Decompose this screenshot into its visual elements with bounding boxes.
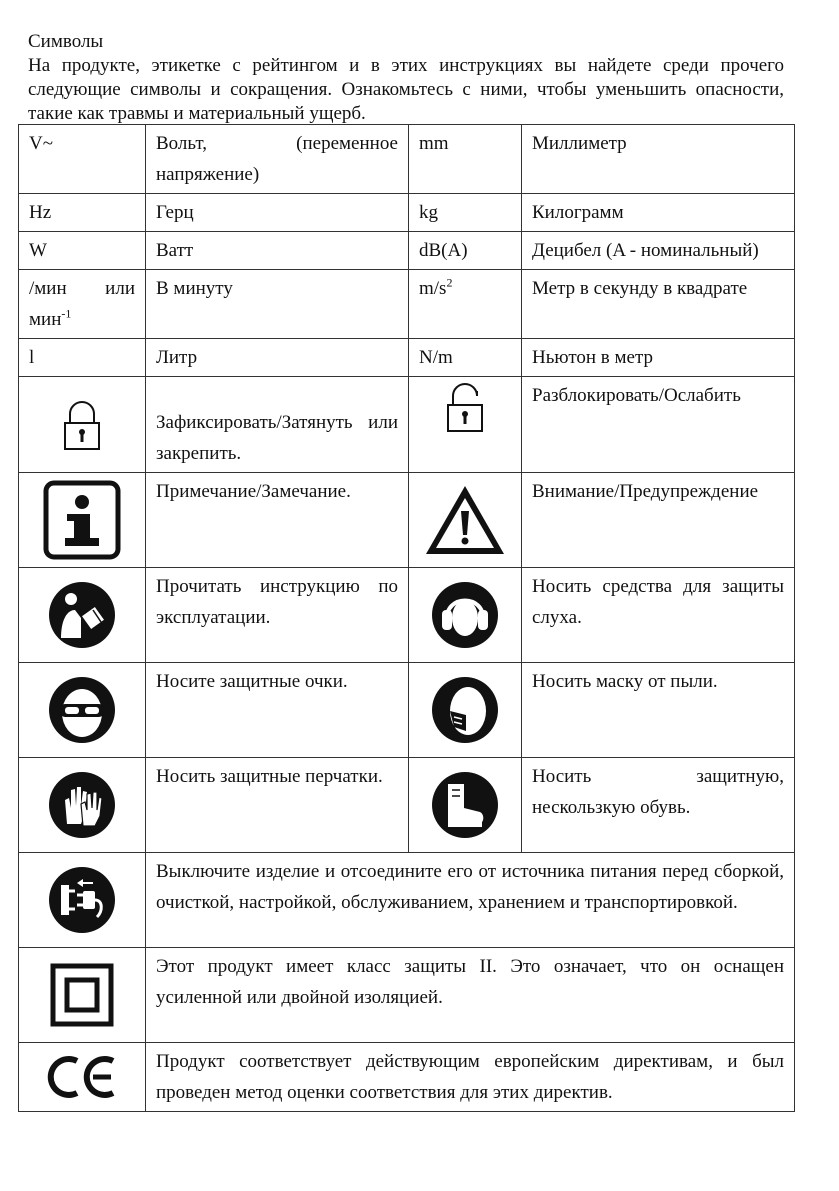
- unit-description: В минуту: [146, 270, 409, 339]
- unit-symbol-main: m/s: [419, 278, 447, 299]
- safety-goggles-icon: [47, 675, 117, 745]
- symbols-table: [18, 124, 795, 1112]
- safety-gloves-icon: [47, 770, 117, 840]
- lock-icon: [62, 399, 102, 451]
- unit-symbol: V~: [19, 125, 146, 194]
- symbol-description: Продукт соответствует действующим европейским директивам, и был проведен метод оценки соответствия для этих директив.: [146, 1043, 795, 1112]
- table-row: [19, 568, 795, 663]
- icon-cell: [19, 377, 146, 473]
- icon-cell: [409, 473, 522, 568]
- symbol-description: Зафиксировать/Затянуть или закрепить.: [146, 377, 409, 473]
- symbol-description: Разблокировать/Ослабить: [522, 377, 795, 473]
- unit-description: Децибел (A - номинальный): [522, 232, 795, 270]
- unit-description: Ньютон в метр: [522, 339, 795, 377]
- table-row: [19, 948, 795, 1043]
- symbol-description: Прочитать инструкцию по эксплуатации.: [146, 568, 409, 663]
- unit-symbol-sup: 2: [446, 275, 453, 290]
- icon-cell: [19, 1043, 146, 1112]
- unit-symbol: N/m: [409, 339, 522, 377]
- unit-symbol: mm: [409, 125, 522, 194]
- icon-cell: [19, 758, 146, 853]
- dust-mask-icon: [430, 675, 500, 745]
- unit-description: Миллиметр: [522, 125, 795, 194]
- read-manual-icon: [47, 580, 117, 650]
- unit-symbol: l: [19, 339, 146, 377]
- unit-description: Ватт: [146, 232, 409, 270]
- unit-symbol-sup: -1: [61, 306, 72, 321]
- unit-description: Метр в секунду в квадрате: [522, 270, 795, 339]
- table-row: [19, 339, 795, 377]
- unit-symbol: [19, 270, 146, 339]
- unit-description: Килограмм: [522, 194, 795, 232]
- unlock-icon: [445, 381, 485, 433]
- icon-cell: [19, 948, 146, 1043]
- table-row: [19, 270, 795, 339]
- symbol-description: Носить защитную, нескользкую обувь.: [522, 758, 795, 853]
- symbol-description: Носите защитные очки.: [146, 663, 409, 758]
- unplug-icon: [47, 865, 117, 935]
- info-note-icon: [43, 480, 121, 560]
- symbol-description: Носить защитные перчатки.: [146, 758, 409, 853]
- page-title: Символы: [28, 31, 104, 52]
- intro-paragraph: На продукте, этикетке с рейтингом и в этих инструкциях вы найдете среди прочего следующие символы и сокращения. Ознакомьтесь с ними, чтобы уменьшить опасности, такие как травмы и материальный ущерб.: [28, 55, 784, 124]
- table-row: [19, 663, 795, 758]
- icon-cell: [19, 473, 146, 568]
- table-row: [19, 473, 795, 568]
- table-row: [19, 232, 795, 270]
- icon-cell: [409, 663, 522, 758]
- table-row: [19, 853, 795, 948]
- icon-cell: [409, 568, 522, 663]
- icon-cell: [19, 663, 146, 758]
- icon-cell: [409, 758, 522, 853]
- symbol-description: Этот продукт имеет класс защиты II. Это означает, что он оснащен усиленной или двойной изоляцией.: [146, 948, 795, 1043]
- unit-symbol: kg: [409, 194, 522, 232]
- table-row: [19, 1043, 795, 1112]
- table-row: [19, 377, 795, 473]
- icon-cell: [19, 568, 146, 663]
- ear-protection-icon: [430, 580, 500, 650]
- symbol-description: Выключите изделие и отсоедините его от источника питания перед сборкой, очисткой, настройкой, обслуживанием, хранением и транспортировкой.: [146, 853, 795, 948]
- unit-symbol: [409, 270, 522, 339]
- table-row: [19, 125, 795, 194]
- icon-cell: [19, 853, 146, 948]
- unit-description: Герц: [146, 194, 409, 232]
- icon-cell: [409, 377, 522, 473]
- unit-symbol: W: [19, 232, 146, 270]
- unit-symbol-main: /мин или мин: [29, 278, 135, 330]
- symbol-description: Носить средства для защиты слуха.: [522, 568, 795, 663]
- table-row: [19, 194, 795, 232]
- unit-symbol: dB(A): [409, 232, 522, 270]
- unit-description: Вольт, (переменное напряжение): [146, 125, 409, 194]
- unit-symbol: Hz: [19, 194, 146, 232]
- symbol-description: Примечание/Замечание.: [146, 473, 409, 568]
- safety-boots-icon: [430, 770, 500, 840]
- symbol-description: Внимание/Предупреждение: [522, 473, 795, 568]
- table-row: [19, 758, 795, 853]
- ce-mark-icon: [45, 1055, 119, 1099]
- unit-description: Литр: [146, 339, 409, 377]
- symbol-description: Носить маску от пыли.: [522, 663, 795, 758]
- class-ii-insulation-icon: [50, 963, 114, 1027]
- warning-icon: [423, 483, 507, 557]
